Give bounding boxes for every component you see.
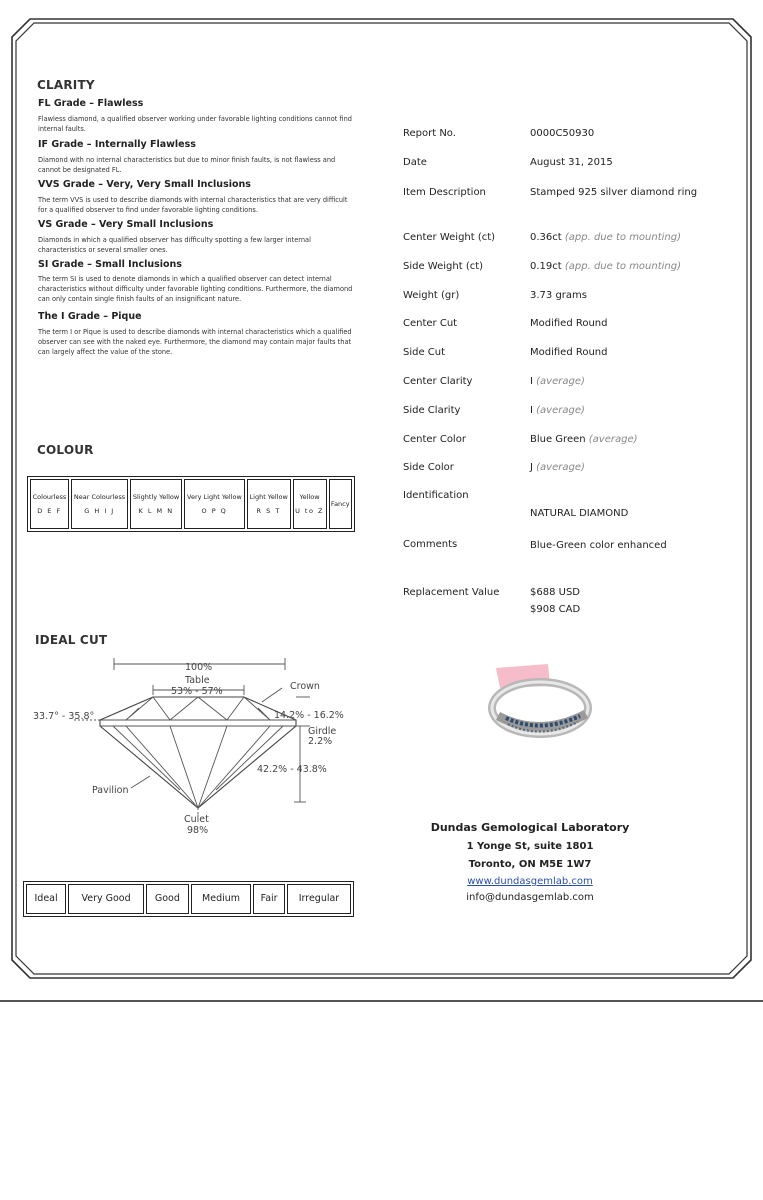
diamond-outline	[100, 697, 296, 808]
comments-label: Comments	[403, 539, 458, 550]
table-range: 53% - 57%	[171, 686, 223, 697]
grade-vvs-desc: The term VVS is used to describe diamonds with internal characteristics that are very difficult for a qualified observer to find under favorable lighting conditions.	[38, 196, 348, 214]
grade-si-desc: The term SI is used to denote diamonds in which a qualified observer can detect internal characteristics without difficulty under favorable lighting conditions. Furthermore, the diamond can only contain single finish faults of an insignificant nature.	[38, 275, 353, 303]
cut-grade-cell: Fair	[253, 884, 285, 914]
crown-label: Crown	[290, 681, 320, 692]
grade-vs-desc: Diamonds in which a qualified observer has difficulty spotting a few larger internal characteristics or several smaller ones.	[38, 236, 311, 254]
cut-grade-cell: Very Good	[68, 884, 144, 914]
center-clarity-note: (average)	[536, 376, 585, 387]
clarity-heading: CLARITY	[37, 78, 95, 92]
colour-scale-table	[27, 476, 355, 532]
center-cut-label: Center Cut	[403, 318, 458, 329]
side-color-note: (average)	[536, 462, 585, 473]
girdle-value: 2.2%	[308, 736, 333, 747]
grade-vs-title: VS Grade – Very Small Inclusions	[38, 219, 214, 230]
side-clarity-value	[530, 405, 585, 416]
colour-cell-grades: K L M N	[138, 506, 174, 515]
cut-grade-cell: Medium	[191, 884, 252, 914]
center-weight-label: Center Weight (ct)	[403, 232, 496, 243]
side-weight-note: (app. due to mounting)	[564, 261, 682, 272]
report-no-label: Report No.	[403, 128, 456, 139]
side-color-grade: J	[530, 462, 533, 473]
side-weight-amount: 0.19ct	[530, 261, 562, 272]
report-no-value: 0000C50930	[530, 128, 595, 139]
weight-gr-label: Weight (gr)	[403, 290, 460, 301]
center-weight-amount: 0.36ct	[530, 232, 562, 243]
grade-i-desc: The term I or Pique is used to describe diamonds with internal characteristics which a qualified observer can see with the naked eye. Furthermore, the diamond may contain major faults that can largely affect the value of the stone.	[38, 328, 352, 356]
colour-cell	[329, 479, 352, 529]
lab-email[interactable]: info@dundasgemlab.com	[466, 892, 594, 903]
colour-cell	[130, 479, 182, 529]
side-color-label: Side Color	[403, 462, 454, 473]
side-color-value	[530, 462, 585, 473]
colour-cell-grades: D E F	[37, 506, 62, 515]
colour-cell-grades: O P Q	[201, 506, 228, 515]
grade-if-desc: Diamond with no internal characteristics but due to minor finish faults, is not flawless and cannot be designated FL.	[38, 156, 336, 174]
culet-label: Culet	[184, 814, 209, 825]
center-cut-value: Modified Round	[530, 318, 608, 329]
replacement-value-label: Replacement Value	[403, 587, 500, 598]
replacement-value-usd: $688 USD	[530, 587, 580, 598]
diamond-cut-diagram	[30, 650, 360, 840]
grade-vvs-title: VVS Grade – Very, Very Small Inclusions	[38, 179, 251, 190]
colour-cell-grades: R S T	[256, 506, 281, 515]
side-clarity-note: (average)	[536, 405, 585, 416]
center-color-note: (average)	[588, 434, 638, 445]
lab-address-line1: 1 Yonge St, suite 1801	[466, 841, 594, 852]
date-value: August 31, 2015	[530, 157, 613, 168]
comments-value: Blue-Green color enhanced	[530, 540, 667, 551]
lab-name: Dundas Gemological Laboratory	[430, 821, 630, 834]
colour-cell-label: Slightly Yellow	[132, 492, 180, 501]
side-clarity-grade: I	[530, 405, 533, 416]
colour-cell-label: Very Light Yellow	[187, 492, 242, 501]
date-label: Date	[403, 157, 427, 168]
pavilion-depth-label: 42.2% - 43.8%	[257, 764, 327, 775]
colour-heading: COLOUR	[37, 443, 94, 457]
grade-i-title: The I Grade – Pique	[38, 311, 142, 322]
side-cut-label: Side Cut	[403, 347, 446, 358]
weight-gr-value: 3.73 grams	[530, 290, 587, 301]
diameter-label: 100%	[185, 662, 213, 673]
page-divider	[0, 1000, 763, 1002]
colour-cell	[184, 479, 245, 529]
ring-photo	[478, 658, 598, 748]
replacement-value-cad: $908 CAD	[530, 604, 581, 615]
colour-cell	[71, 479, 128, 529]
cut-grade-cell: Good	[146, 884, 189, 914]
center-weight-note: (app. due to mounting)	[564, 232, 682, 243]
crown-height-label: 14.2% - 16.2%	[274, 710, 344, 721]
center-color-label: Center Color	[403, 434, 466, 445]
identification-value: NATURAL DIAMOND	[530, 508, 629, 519]
girdle-label: Girdle	[308, 726, 337, 737]
center-color-grade: Blue Green	[530, 434, 586, 445]
side-clarity-label: Side Clarity	[403, 405, 461, 416]
grade-if-title: IF Grade – Internally Flawless	[38, 139, 196, 150]
identification-label: Identification	[403, 490, 469, 501]
center-clarity-label: Center Clarity	[403, 376, 473, 387]
item-description-value: Stamped 925 silver diamond ring	[530, 187, 698, 198]
grade-fl-desc: Flawless diamond, a qualified observer working under favorable lighting conditions cannot find internal faults.	[38, 115, 352, 133]
colour-cell	[293, 479, 327, 529]
grade-si-title: SI Grade – Small Inclusions	[38, 259, 182, 270]
colour-cell-grades: G H I J	[84, 506, 115, 515]
item-description-label: Item Description	[403, 187, 486, 198]
side-weight-label: Side Weight (ct)	[403, 261, 484, 272]
crown-angle-label: 33.7° - 35.8°	[33, 711, 95, 722]
center-color-value	[530, 434, 638, 445]
colour-cell-label: Yellow	[299, 492, 320, 501]
colour-cell-label: Colourless	[32, 492, 67, 501]
colour-cell-label: Fancy	[330, 499, 350, 508]
side-weight-value	[530, 261, 681, 272]
table-label: Table	[185, 675, 210, 686]
cut-grade-table	[23, 881, 354, 917]
center-clarity-grade: I	[530, 376, 533, 387]
lab-website-link[interactable]: www.dundasgemlab.com	[467, 876, 593, 887]
cut-grade-cell: Irregular	[287, 884, 351, 914]
colour-cell-label: Light Yellow	[249, 492, 288, 501]
colour-cell	[247, 479, 291, 529]
pavilion-label: Pavilion	[92, 785, 129, 796]
center-weight-value	[530, 232, 681, 243]
cut-grade-cell: Ideal	[26, 884, 66, 914]
side-cut-value: Modified Round	[530, 347, 608, 358]
lab-address-line2: Toronto, ON M5E 1W7	[468, 859, 592, 870]
colour-cell	[30, 479, 69, 529]
colour-cell-label: Near Colourless	[73, 492, 126, 501]
grade-fl-title: FL Grade – Flawless	[38, 98, 144, 109]
center-clarity-value	[530, 376, 585, 387]
colour-cell-grades: U to Z	[295, 506, 324, 515]
culet-value: 98%	[187, 825, 209, 836]
ideal-cut-heading: IDEAL CUT	[35, 633, 108, 647]
